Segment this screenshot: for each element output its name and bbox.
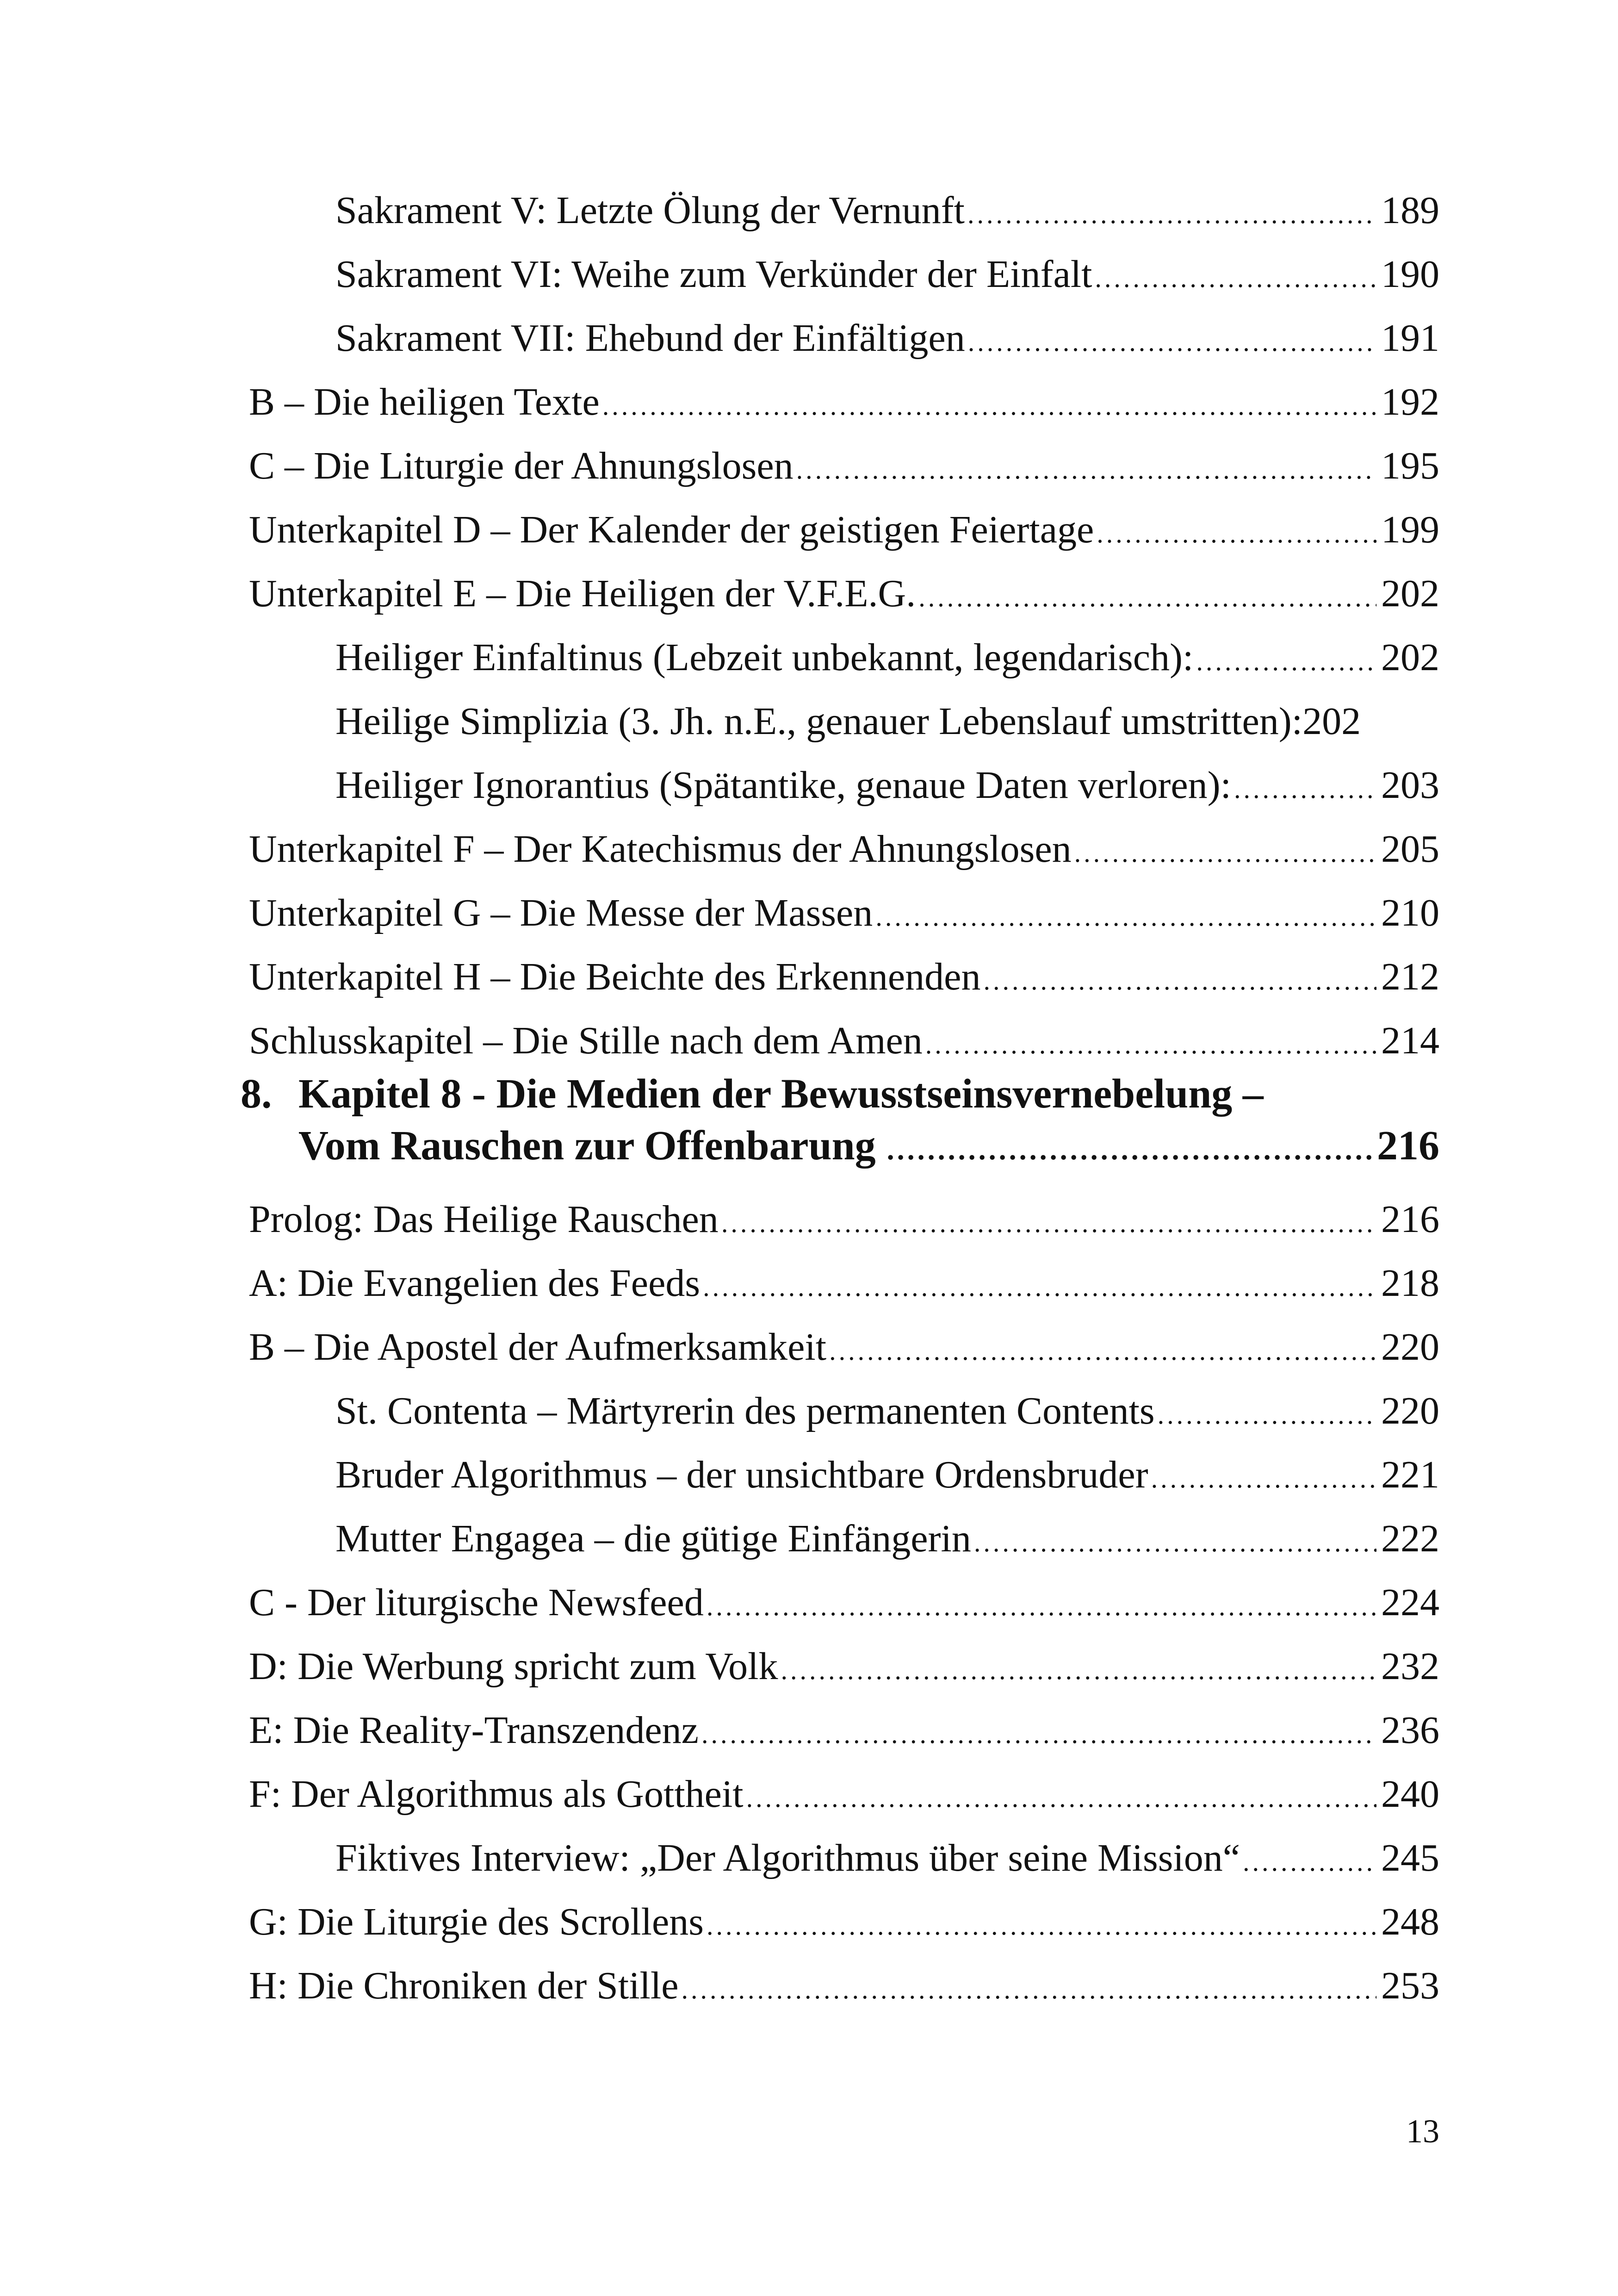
chapter-title-line1: Kapitel 8 - Die Medien der Bewusstseinsvernebelung –: [298, 1071, 1264, 1117]
toc-entry-page: 245: [1381, 1836, 1439, 1879]
page-number: 13: [1406, 2113, 1439, 2150]
toc-entry-title: C – Die Liturgie der Ahnungslosen: [249, 444, 794, 487]
toc-entry[interactable]: [335, 762, 1439, 809]
toc-entry-title: Sakrament VII: Ehebund der Einfältigen: [335, 317, 965, 360]
dot-leader: [875, 894, 1376, 940]
toc-entry[interactable]: [335, 698, 1439, 745]
toc-entry-title: B – Die heiligen Texte: [249, 380, 600, 423]
toc-entry-page: 253: [1381, 1964, 1439, 2007]
toc-entry[interactable]: [249, 1580, 1439, 1626]
toc-entry-title: Bruder Algorithmus – der unsichtbare Ordensbruder: [335, 1453, 1148, 1496]
toc-entry-page: 203: [1381, 764, 1439, 807]
toc-entry-title: Schlusskapitel – Die Stille nach dem Amen: [249, 1019, 923, 1062]
toc-entry-title: Sakrament VI: Weihe zum Verkünder der Einfalt: [335, 253, 1092, 296]
toc-entry[interactable]: [335, 315, 1439, 361]
toc-entry-page: 232: [1381, 1645, 1439, 1688]
dot-leader: [602, 383, 1376, 429]
toc-entry[interactable]: [335, 1835, 1439, 1881]
dot-leader: [887, 1124, 1373, 1176]
dot-leader: [974, 1519, 1376, 1566]
dot-leader: [1151, 1456, 1376, 1502]
toc-entry-title: Heiliger Einfaltinus (Lebzeit unbekannt, legendarisch):: [335, 636, 1194, 679]
toc-entry[interactable]: [249, 571, 1439, 617]
dot-leader: [703, 1264, 1376, 1310]
dot-leader: [707, 1583, 1376, 1630]
toc-entry[interactable]: [335, 635, 1439, 681]
toc-entry[interactable]: [249, 890, 1439, 936]
toc-entry[interactable]: [249, 443, 1439, 489]
toc-entry-title: C - Der liturgische Newsfeed: [249, 1581, 704, 1624]
toc-entry-title: A: Die Evangelien des Feeds: [249, 1262, 701, 1305]
toc-entry[interactable]: [249, 1260, 1439, 1307]
dot-leader: [1196, 638, 1376, 684]
toc-entry-title: E: Die Reality-Transzendenz: [249, 1709, 699, 1752]
toc-entry-page: 212: [1381, 955, 1439, 998]
toc-entry-page: 220: [1381, 1389, 1439, 1432]
toc-entry-title: Prolog: Das Heilige Rauschen: [249, 1198, 719, 1241]
toc-entry-page: 240: [1381, 1773, 1439, 1816]
dot-leader: [1158, 1392, 1376, 1438]
toc-entry-title: Mutter Engagea – die gütige Einfängerin: [335, 1517, 971, 1560]
toc-entry-page: 221: [1381, 1453, 1439, 1496]
toc-entry-page: 236: [1381, 1709, 1439, 1752]
toc-entry-title: G: Die Liturgie des Scrollens: [249, 1900, 704, 1943]
toc-entry[interactable]: [249, 1963, 1439, 2009]
toc-entry-page: 202: [1381, 636, 1439, 679]
toc-entry[interactable]: [249, 1771, 1439, 1817]
toc-entry-title: H: Die Chroniken der Stille: [249, 1964, 679, 2007]
toc-entry-page: 220: [1381, 1325, 1439, 1369]
toc-entry-title: D: Die Werbung spricht zum Volk: [249, 1645, 778, 1688]
chapter-page: 216: [1377, 1123, 1439, 1169]
dot-leader: [968, 319, 1376, 365]
toc-entry-title: Heiliger Ignorantius (Spätantike, genaue Daten verloren):: [335, 764, 1231, 807]
toc-entry-page: 190: [1381, 253, 1439, 296]
toc-entry[interactable]: [335, 1388, 1439, 1434]
toc-entry-page: 192: [1381, 380, 1439, 423]
toc-entry[interactable]: [249, 379, 1439, 425]
toc-entry[interactable]: [249, 1018, 1439, 1064]
toc-entry[interactable]: [249, 1324, 1439, 1370]
dot-leader: [1074, 830, 1376, 876]
toc-entry[interactable]: [335, 187, 1439, 234]
toc-entry-page: 199: [1381, 508, 1439, 551]
chapter-heading[interactable]: [241, 1068, 1439, 1176]
toc-entry-title: B – Die Apostel der Aufmerksamkeit: [249, 1325, 827, 1369]
toc-entry-page: 214: [1381, 1019, 1439, 1062]
toc-entry-title: Heilige Simplizia (3. Jh. n.E., genauer Lebenslauf umstritten):: [335, 700, 1303, 743]
toc-entry-page: 216: [1381, 1198, 1439, 1241]
dot-leader: [707, 1903, 1376, 1949]
dot-leader: [781, 1647, 1376, 1693]
toc-entry-title: Unterkapitel F – Der Katechismus der Ahnungslosen: [249, 828, 1072, 871]
toc-entry-title: Unterkapitel D – Der Kalender der geistigen Feiertage: [249, 508, 1094, 551]
toc-entry[interactable]: [249, 1707, 1439, 1754]
chapter-title-line2: Vom Rauschen zur Offenbarung: [298, 1123, 876, 1169]
toc-entry[interactable]: [249, 1643, 1439, 1690]
dot-leader: [1234, 766, 1376, 812]
toc-entry-page: 224: [1381, 1581, 1439, 1624]
toc-entry-page: 202: [1381, 572, 1439, 615]
dot-leader: [829, 1328, 1376, 1374]
dot-leader: [983, 958, 1376, 1004]
dot-leader: [796, 447, 1376, 493]
dot-leader: [918, 574, 1376, 621]
toc-entry-title: St. Contenta – Märtyrerin des permanenten Contents: [335, 1389, 1155, 1432]
toc-entry[interactable]: [249, 507, 1439, 553]
toc-entry-page: 202: [1302, 700, 1361, 743]
toc-entry-title: Unterkapitel G – Die Messe der Massen: [249, 891, 873, 934]
toc-entry-title: Sakrament V: Letzte Ölung der Vernunft: [335, 189, 965, 232]
toc-entry-page: 191: [1381, 317, 1439, 360]
toc-entry[interactable]: [335, 1516, 1439, 1562]
dot-leader: [1095, 255, 1376, 301]
toc-entry[interactable]: [249, 1899, 1439, 1945]
dot-leader: [1097, 510, 1376, 557]
toc-entry-page: 218: [1381, 1262, 1439, 1305]
toc-entry-page: 189: [1381, 189, 1439, 232]
dot-leader: [967, 191, 1376, 237]
toc-entry-title: Fiktives Interview: „Der Algorithmus über seine Mission“: [335, 1836, 1240, 1879]
chapter-number: 8.: [241, 1071, 272, 1117]
toc-entry[interactable]: [335, 251, 1439, 298]
toc-entry-page: 222: [1381, 1517, 1439, 1560]
toc-entry[interactable]: [249, 826, 1439, 872]
toc-entry-page: 205: [1381, 828, 1439, 871]
toc-entry[interactable]: [249, 1196, 1439, 1243]
dot-leader: [701, 1711, 1376, 1757]
toc-entry[interactable]: [335, 1452, 1439, 1498]
toc-entry-title: Unterkapitel H – Die Beichte des Erkennenden: [249, 955, 981, 998]
toc-entry-page: 195: [1381, 444, 1439, 487]
toc-entry-page: 210: [1381, 891, 1439, 934]
toc-entry-page: 248: [1381, 1900, 1439, 1943]
toc-entry[interactable]: [249, 954, 1439, 1000]
dot-leader: [721, 1200, 1376, 1246]
dot-leader: [682, 1966, 1376, 2013]
dot-leader: [925, 1021, 1376, 1068]
dot-leader: [1243, 1839, 1376, 1885]
toc-entry-title: Unterkapitel E – Die Heiligen der V.F.E.G.: [249, 572, 916, 615]
dot-leader: [746, 1775, 1376, 1821]
toc-entry-title: F: Der Algorithmus als Gottheit: [249, 1773, 744, 1816]
